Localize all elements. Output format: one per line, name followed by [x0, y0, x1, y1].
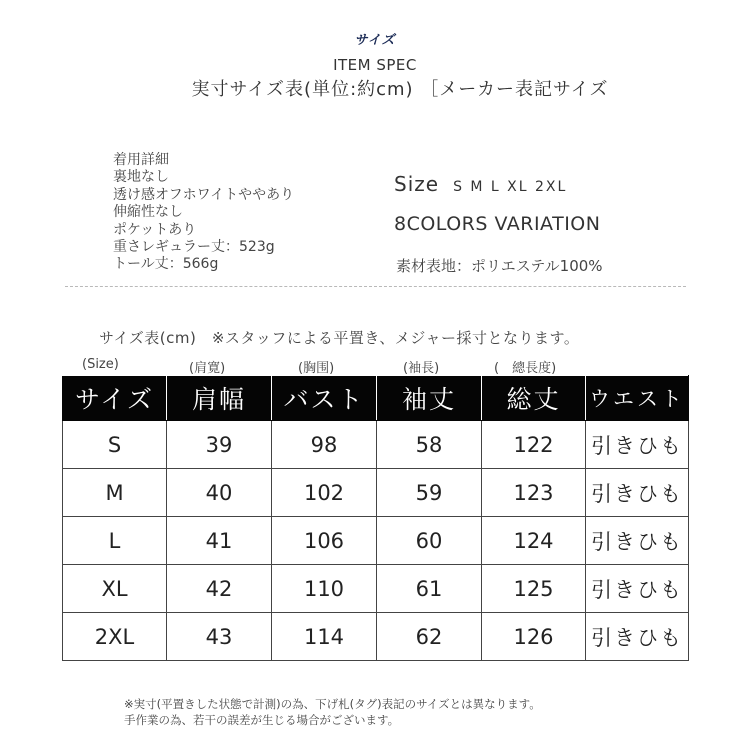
color-variation: 8COLORS VARIATION: [394, 213, 601, 235]
detail-heading: 着用詳細: [113, 152, 169, 168]
cell-size: XL: [63, 565, 167, 613]
footnote: [124, 696, 541, 728]
table-row: [63, 517, 689, 565]
sublabel-size: (Size): [82, 357, 119, 372]
footnote-line-2: 手作業の為、若干の誤差が生じる場合がございます。: [124, 713, 400, 727]
cell-size: S: [63, 421, 167, 469]
header-shoulder: 肩幅: [167, 376, 272, 421]
cell-bust: 110: [272, 565, 377, 613]
section-title: サイズ: [354, 33, 396, 48]
detail-lining: 裏地なし: [113, 169, 169, 186]
cell-shoulder: 39: [167, 421, 272, 469]
cell-size: M: [63, 469, 167, 517]
cell-shoulder: 43: [167, 613, 272, 661]
size-availability: [394, 172, 567, 196]
cell-length: 124: [482, 517, 586, 565]
cell-bust: 98: [272, 421, 377, 469]
size-table: [62, 375, 689, 661]
footnote-line-1: ※実寸(平置きした状態で計測)の為、下げ札(タグ)表記のサイズとは異なります。: [124, 697, 541, 711]
header-length: 総丈: [482, 376, 586, 421]
cell-sleeve: 58: [377, 421, 482, 469]
cell-waist: 引きひも: [586, 613, 689, 661]
cell-length: 126: [482, 613, 586, 661]
cell-length: 123: [482, 469, 586, 517]
cell-shoulder: 42: [167, 565, 272, 613]
cell-bust: 102: [272, 469, 377, 517]
detail-pocket: ポケットあり: [113, 221, 197, 238]
size-table-subtitle: 実寸サイズ表(単位:約cm) ［メーカー表記サイズ: [191, 79, 609, 100]
cell-bust: 106: [272, 517, 377, 565]
table-row: [63, 613, 689, 661]
dashed-divider: [65, 286, 686, 287]
item-spec-title: ITEM SPEC: [333, 56, 417, 74]
sublabel-sleeve: (袖長): [403, 361, 440, 376]
cell-sleeve: 62: [377, 613, 482, 661]
table-header-row: [63, 376, 689, 421]
detail-weight-regular: 重さレギュラー丈：523g: [113, 239, 275, 256]
cell-sleeve: 60: [377, 517, 482, 565]
detail-stretch: 伸縮性なし: [113, 204, 183, 221]
header-waist: ウエスト: [586, 376, 689, 421]
garment-details: [113, 152, 294, 274]
cell-waist: 引きひも: [586, 517, 689, 565]
cell-bust: 114: [272, 613, 377, 661]
table-row: [63, 469, 689, 517]
sublabel-bust: (胸围): [298, 361, 335, 376]
cell-length: 125: [482, 565, 586, 613]
detail-sheerness: 透け感オフホワイトややあり: [113, 186, 295, 203]
cell-length: 122: [482, 421, 586, 469]
cell-waist: 引きひも: [586, 421, 689, 469]
header-size: サイズ: [63, 376, 167, 421]
header-sleeve: 袖丈: [377, 376, 482, 421]
cell-sleeve: 59: [377, 469, 482, 517]
detail-weight-tall: トール丈：566g: [113, 256, 219, 273]
cell-size: L: [63, 517, 167, 565]
table-row: [63, 565, 689, 613]
cell-shoulder: 41: [167, 517, 272, 565]
table-caption: サイズ表(cm) ※スタッフによる平置き、メジャー採寸となります。: [99, 329, 580, 347]
size-label: Size: [394, 172, 440, 196]
sublabel-shoulder: (肩寛): [189, 361, 226, 376]
cell-waist: 引きひも: [586, 565, 689, 613]
cell-waist: 引きひも: [586, 469, 689, 517]
table-row: [63, 421, 689, 469]
header-bust: バスト: [272, 376, 377, 421]
sublabel-length: ( 總長度): [494, 361, 557, 376]
size-values: S M L XL 2XL: [453, 179, 568, 195]
cell-size: 2XL: [63, 613, 167, 661]
cell-shoulder: 40: [167, 469, 272, 517]
material-info: 素材表地：ポリエステル100%: [396, 257, 603, 275]
cell-sleeve: 61: [377, 565, 482, 613]
